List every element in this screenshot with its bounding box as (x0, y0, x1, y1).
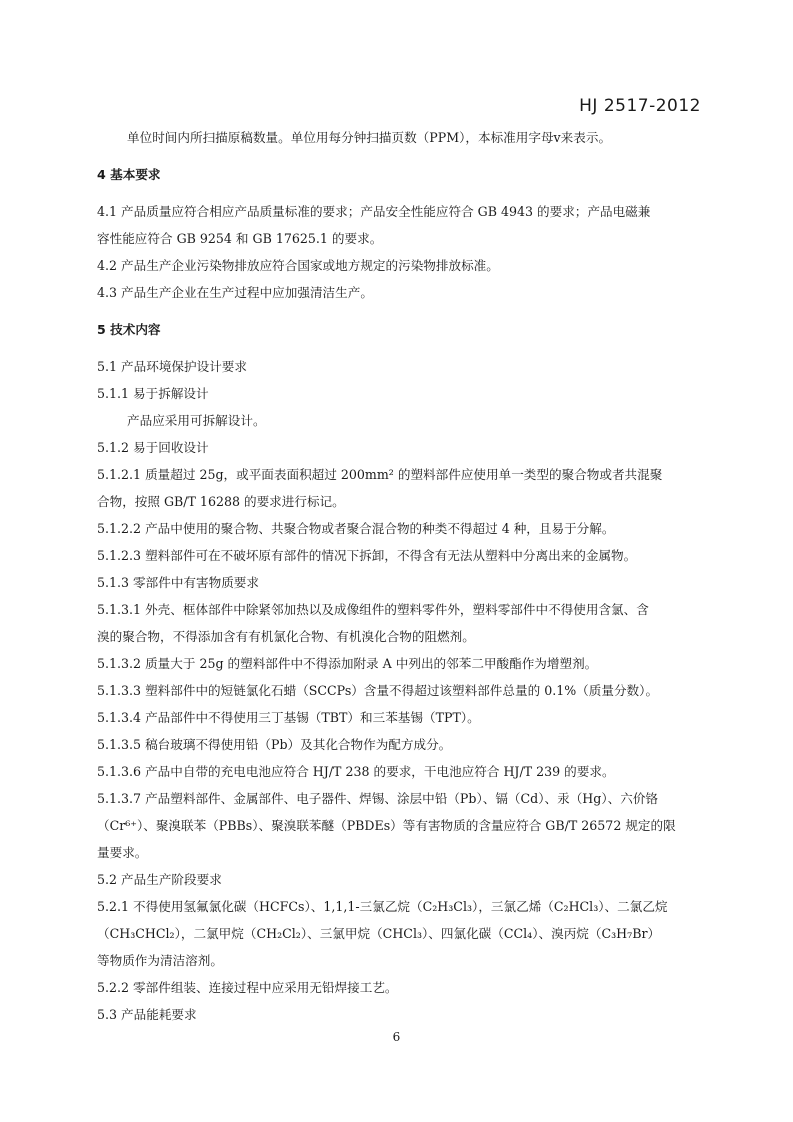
paragraph-line: 量要求。 (97, 845, 148, 860)
paragraph-line: 容性能应符合 GB 9254 和 GB 17625.1 的要求。 (97, 231, 383, 246)
paragraph-line: 5.1 产品环境保护设计要求 (97, 359, 247, 374)
paragraph-line: （Cr⁶⁺）、聚溴联苯（PBBs）、聚溴联苯醚（PBDEs）等有害物质的含量应符合 GB/T 26572 规定的限 (97, 818, 676, 833)
paragraph-line: 5.1.3.7 产品塑料部件、金属部件、电子器件、焊锡、涂层中铅（Pb）、镉（Cd）、汞（Hg）、六价铬 (97, 791, 659, 806)
paragraph-line: 4.1 产品质量应符合相应产品质量标准的要求；产品安全性能应符合 GB 4943 的要求；产品电磁兼 (97, 204, 651, 219)
paragraph-line: 单位时间内所扫描原稿数量。单位用每分钟扫描页数（PPM），本标准用字母v来表示。 (127, 130, 612, 145)
section-heading-4: 4 基本要求 (97, 167, 161, 182)
paragraph-line: 5.1.3 零部件中有害物质要求 (97, 575, 259, 590)
paragraph-line: 5.2.2 零部件组装、连接过程中应采用无铅焊接工艺。 (97, 980, 398, 995)
paragraph-line: 5.1.2.1 质量超过 25g，或平面表面积超过 200mm² 的塑料部件应使用单一类型的聚合物或者共混聚 (97, 467, 663, 482)
paragraph-line: 5.1.3.1 外壳、框体部件中除紧邻加热以及成像组件的塑料零件外，塑料零部件中不得使用含氯、含 (97, 602, 649, 617)
standard-code: HJ 2517-2012 (579, 96, 701, 116)
paragraph-line: 产品应采用可拆解设计。 (127, 413, 266, 428)
paragraph-line: 5.1.3.3 塑料部件中的短链氯化石蜡（SCCPs）含量不得超过该塑料部件总量的 0.1%（质量分数）。 (97, 683, 659, 698)
paragraph-line: 5.1.3.2 质量大于 25g 的塑料部件中不得添加附录 A 中列出的邻苯二甲酸酯作为增塑剂。 (97, 656, 598, 671)
paragraph-line: 5.2 产品生产阶段要求 (97, 872, 222, 887)
paragraph-line: 5.2.1 不得使用氢氟氯化碳（HCFCs）、1,1,1-三氯乙烷（C₂H₃Cl₃），三氯乙烯（C₂HCl₃）、二氯乙烷 (97, 899, 668, 914)
paragraph-line: 5.3 产品能耗要求 (97, 1007, 197, 1022)
paragraph-line: 5.1.3.4 产品部件中不得使用三丁基锡（TBT）和三苯基锡（TPT）。 (97, 710, 480, 725)
paragraph-line: 5.1.2.3 塑料部件可在不破坏原有部件的情况下拆卸，不得含有无法从塑料中分离出来的金属物。 (97, 548, 637, 563)
page-number: 6 (392, 1030, 401, 1044)
paragraph-line: （CH₃CHCl₂），二氯甲烷（CH₂Cl₂）、三氯甲烷（CHCl₃）、四氯化碳（CCl₄）、溴丙烷（C₃H₇Br） (97, 926, 661, 941)
paragraph-line: 5.1.2 易于回收设计 (97, 440, 209, 455)
paragraph-line: 4.3 产品生产企业在生产过程中应加强清洁生产。 (97, 285, 373, 300)
paragraph-line: 5.1.3.6 产品中自带的充电电池应符合 HJ/T 238 的要求，干电池应符合 HJ/T 239 的要求。 (97, 764, 615, 779)
section-heading-5: 5 技术内容 (97, 322, 161, 337)
paragraph-line: 5.1.1 易于拆解设计 (97, 386, 209, 401)
paragraph-line: 5.1.2.2 产品中使用的聚合物、共聚合物或者聚合混合物的种类不得超过 4 种，且易于分解。 (97, 521, 615, 536)
paragraph-line: 合物，按照 GB/T 16288 的要求进行标记。 (97, 494, 345, 509)
paragraph-line: 5.1.3.5 稿台玻璃不得使用铅（Pb）及其化合物作为配方成分。 (97, 737, 452, 752)
document-body (97, 124, 699, 1028)
paragraph-line: 等物质作为清洁溶剂。 (97, 953, 223, 968)
paragraph-line: 4.2 产品生产企业污染物排放应符合国家或地方规定的污染物排放标准。 (97, 258, 499, 273)
paragraph-line: 溴的聚合物，不得添加含有有机氯化合物、有机溴化合物的阻燃剂。 (97, 629, 475, 644)
